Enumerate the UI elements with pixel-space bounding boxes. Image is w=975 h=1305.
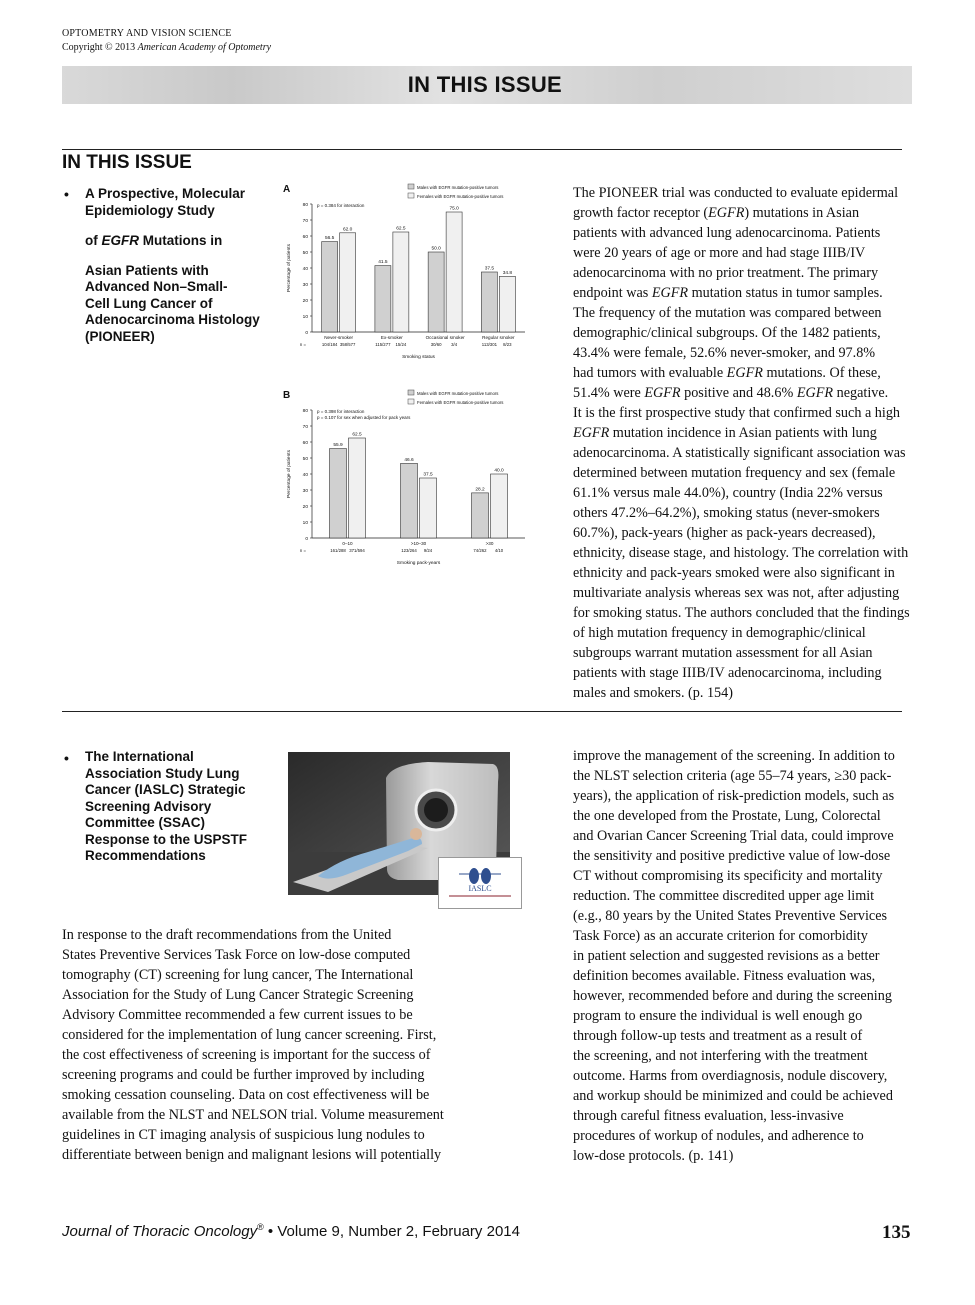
bar [472,493,489,538]
data-label: 37.5 [423,472,433,478]
y-tick-label: 30 [302,282,308,288]
body-line: EGFR mutation incidence in Asian patients with lung [573,425,877,441]
iaslc-logo [438,857,522,909]
body-line: ethnicity, disease stage, and histology. The correlation with [573,545,909,561]
data-label: 62.0 [342,227,353,233]
data-label: 55.9 [333,443,343,449]
body-line: 43.4% were female, 52.6% never-smoker, and 97.8% [573,345,876,361]
bar [393,232,409,332]
body-line: endpoint was EGFR mutation status in tumor samples. [573,285,883,301]
body-line: screening programs and could be further improved by including [62,1067,425,1083]
y-tick-label: 0 [305,330,308,336]
body-line: 60.7%), pack-years (higher as pack-years decreased), [573,525,876,541]
n-label: 74/262 [473,548,487,553]
bar [481,272,497,332]
banner-title: IN THIS ISSUE [407,72,562,97]
body-line: of high mutation frequency in demographic/clinical [573,625,866,641]
bullet-marker: • [64,186,69,202]
bar [330,449,347,538]
category-label: Occasional smoker [425,335,465,340]
body-line: The PIONEER trial was conducted to evaluate epidermal [573,185,899,201]
body-line: the NLST selection criteria (age 55–74 years, ≥30 pack- [573,768,892,784]
data-label: 34.8 [502,270,513,276]
body-line: however, recommended before and during the screening [573,988,892,1004]
chart-annotation: p = 0.398 for interaction [317,409,365,414]
n-prefix: n = [299,342,306,347]
article2-body-right [573,746,918,1166]
body-line: ethnicity and pack-years smoked were also significant in [573,565,895,581]
bar [491,474,508,538]
chart-annotation: p = 0.107 for sex when adjusted for pack years [317,415,411,420]
category-label: Regular smoker [482,335,515,340]
body-line: were 20 years of age or more and had stage IIIB/IV [573,245,866,261]
y-axis-label: Percentage of patients [287,243,292,293]
category-label: 0–10 [342,541,353,546]
body-line: in patient selection and suggested revisions as a better [573,948,880,964]
y-tick-label: 0 [305,536,308,542]
chart-annotation: p = 0.384 for interaction [317,203,365,208]
data-label: 50.0 [431,246,441,252]
y-tick-label: 10 [302,314,308,320]
n-label: 371/594 [349,548,365,553]
n-label: 30/60 [430,342,442,347]
body-line: The frequency of the mutation was compared between [573,305,882,321]
legend-entry: Males with EGFR mutation-positive tumors [417,185,499,190]
legend-swatch [408,399,414,404]
body-line: the sensitivity and positive predictive value of low-dose [573,848,891,864]
body-line: adenocarcinoma with no prior treatment. The primary [573,265,879,281]
y-tick-label: 60 [302,234,308,240]
bar [499,276,515,332]
legend-swatch [408,184,414,189]
body-line: 51.4% were EGFR positive and 48.6% EGFR negative. [573,385,889,401]
body-line: subgroups warrant mutation assessment for all Asian [573,645,873,661]
panel-label: B [283,390,291,401]
body-line: Task Force) as an accurate criterion for comorbidity [573,928,868,944]
body-line: reduction. The committee discredited upper age limit [573,888,875,904]
category-label: >30 [485,541,494,546]
category-label: Ex-smoker [380,335,403,340]
body-line: determined between mutation frequency and sex (female [573,465,896,481]
body-line: procedures of workup of nodules, and adherence to [573,1128,864,1144]
y-tick-label: 60 [302,440,308,446]
n-label: 9/24 [423,548,433,553]
body-line: and Ovarian Cancer Screening Trial data, could improve [573,828,894,844]
body-line: Advisory Committee recommended a few current issues to be [62,1007,413,1023]
n-label: 4/10 [494,548,504,553]
y-tick-label: 50 [302,456,308,462]
n-label: 123/264 [401,548,417,553]
bar [322,242,338,332]
y-tick-label: 50 [302,250,308,256]
article2-body-left [62,925,482,1165]
article2-title[interactable]: The International Association Study Lung Cancer (IASLC) Strategic Screening Advisory Committee (SSAC) Response to the USPSTF Recommendations [85,749,248,863]
bar [375,266,391,332]
y-tick-label: 20 [302,504,308,510]
body-line: had tumors with evaluable EGFR mutations. Of these, [573,365,881,381]
y-tick-label: 20 [302,298,308,304]
y-tick-label: 80 [302,408,308,414]
y-tick-label: 10 [302,520,308,526]
body-line: It is the first prospective study that confirmed such a high [573,405,901,421]
body-line: others 47.2%–64.2%), smoking status (never-smokers [573,505,880,521]
panel-label: A [283,184,291,195]
data-label: 28.2 [475,487,485,493]
body-line: CT without compromising its specificity and mortality [573,868,883,884]
body-line: Association for the Study of Lung Cancer Strategic Screening [62,987,414,1003]
body-line: and workup should be minimized and could be achieved [573,1088,893,1104]
legend-entry: Females with EGFR mutation-positive tumors [417,194,504,199]
lung-icon [439,858,521,908]
article1-body [573,183,913,703]
n-label: 3/4 [451,342,458,347]
data-label: 41.5 [378,260,388,266]
body-line: definition becomes available. Fitness evaluation was, [573,968,876,984]
data-label: 46.6 [404,457,414,463]
body-line: years), the application of risk-prediction models, such as [573,788,895,804]
data-label: 62.5 [396,226,406,232]
body-line: tomography (CT) screening for lung cancer, The International [62,967,414,983]
y-axis-label: Percentage of patients [287,449,292,499]
y-tick-label: 40 [302,266,308,272]
body-line: States Preventive Services Task Force on low-dose computed [62,947,411,963]
page-number: 135 [882,1222,911,1243]
body-line: growth factor receptor (EGFR) mutations in Asian [573,205,860,221]
body-line: considered for the implementation of lung cancer screening. First, [62,1027,437,1043]
section-title: IN THIS ISSUE [62,152,192,173]
n-label: 15/24 [395,342,407,347]
body-line: patients with stage IIIB/IV adenocarcinoma, including [573,665,882,681]
issue-banner [62,66,912,104]
data-label: 62.5 [352,432,362,438]
y-tick-label: 80 [302,202,308,208]
figure-panel-b-chart [280,388,550,588]
body-line: guidelines in CT imaging analysis of suspicious lung nodules to [62,1127,425,1143]
article1-title[interactable]: A Prospective, Molecular Epidemiology Study of EGFR Mutations in Asian Patients with Advanced Non–Small- Cell Lung Cancer of Adenocarcinoma Histology (PIONEER) [85,186,270,345]
body-line: for smoking status. The authors concluded that the findings [573,605,910,621]
data-label: 40.0 [494,468,504,474]
body-line: the cost effectiveness of screening is important for the success of [62,1047,431,1063]
body-line: demographic/clinical subgroups. Of the 1482 patients, [573,325,881,341]
bar [340,233,356,332]
body-line: differentiate between benign and malignant lesions will potentially [62,1147,442,1163]
n-prefix: n = [299,548,306,553]
bar [428,252,444,332]
body-line: outcome. Harms from overdiagnosis, nodule discovery, [573,1068,888,1084]
category-label: >10–30 [410,541,427,546]
n-label: 358/577 [339,342,356,347]
title-line: of EGFR Mutations in [85,232,223,248]
bar [420,478,437,538]
n-label: 113/301 [481,342,497,347]
bullet-marker: • [64,750,69,766]
n-label: 104/184 [321,342,338,347]
y-tick-label: 30 [302,488,308,494]
body-line: In response to the draft recommendations from the United [62,927,392,943]
body-line: multivariate analysis whereas sex was not, after adjusting [573,585,900,601]
legend-swatch [408,390,414,395]
body-line: program to ensure the individual is well enough go [573,1008,863,1024]
section-rule-middle [62,711,902,712]
section-rule-top [62,149,902,150]
n-label: 161/288 [330,548,346,553]
body-line: available from the NLST and NELSON trial. Volume measurement [62,1107,444,1123]
body-line: through careful fitness evaluation, less-invasive [573,1108,844,1124]
y-tick-label: 70 [302,424,308,430]
data-label: 56.5 [324,236,335,242]
journal-header: OPTOMETRY AND VISION SCIENCE [62,28,232,39]
data-label: 37.5 [484,266,495,272]
body-line: adenocarcinoma. A statistically significant association was [573,445,906,461]
body-line: smoking cessation counseling. Data on cost effectiveness will be [62,1087,430,1103]
body-line: the screening, and not interfering with the treatment [573,1048,868,1064]
body-line: patients with advanced lung adenocarcinoma. Patients [573,225,881,241]
bar [401,463,418,538]
legend-entry: Males with EGFR mutation-positive tumors [417,391,499,396]
legend-entry: Females with EGFR mutation-positive tumors [417,400,504,405]
n-label: 115/277 [375,342,391,347]
body-line: improve the management of the screening. In addition to [573,748,895,764]
x-axis-label: Smoking status [402,355,435,360]
body-line: (e.g., 80 years by the United States Preventive Services [573,908,888,924]
body-line: 61.1% versus male 44.0%), country (India 22% versus [573,485,883,501]
bar [349,438,366,538]
category-label: Never-smoker [324,335,354,340]
bar [446,212,462,332]
body-line: the one developed from the Prostate, Lung, Colorectal [573,808,881,824]
footer-citation: Journal of Thoracic Oncology® • Volume 9, Number 2, February 2014 [62,1222,520,1240]
x-axis-label: Smoking pack-years [396,561,441,566]
logo-text: IASLC [468,884,492,893]
body-line: low-dose protocols. (p. 141) [573,1148,734,1164]
n-label: 8/23 [503,342,512,347]
legend-swatch [408,193,414,198]
body-line: males and smokers. (p. 154) [573,685,733,701]
y-tick-label: 40 [302,472,308,478]
figure-panel-a-chart [280,182,550,382]
copyright-line: Copyright © 2013 American Academy of Optometry [62,42,272,53]
y-tick-label: 70 [302,218,308,224]
data-label: 75.0 [449,206,459,212]
body-line: through follow-up tests and treatment as a result of [573,1028,863,1044]
